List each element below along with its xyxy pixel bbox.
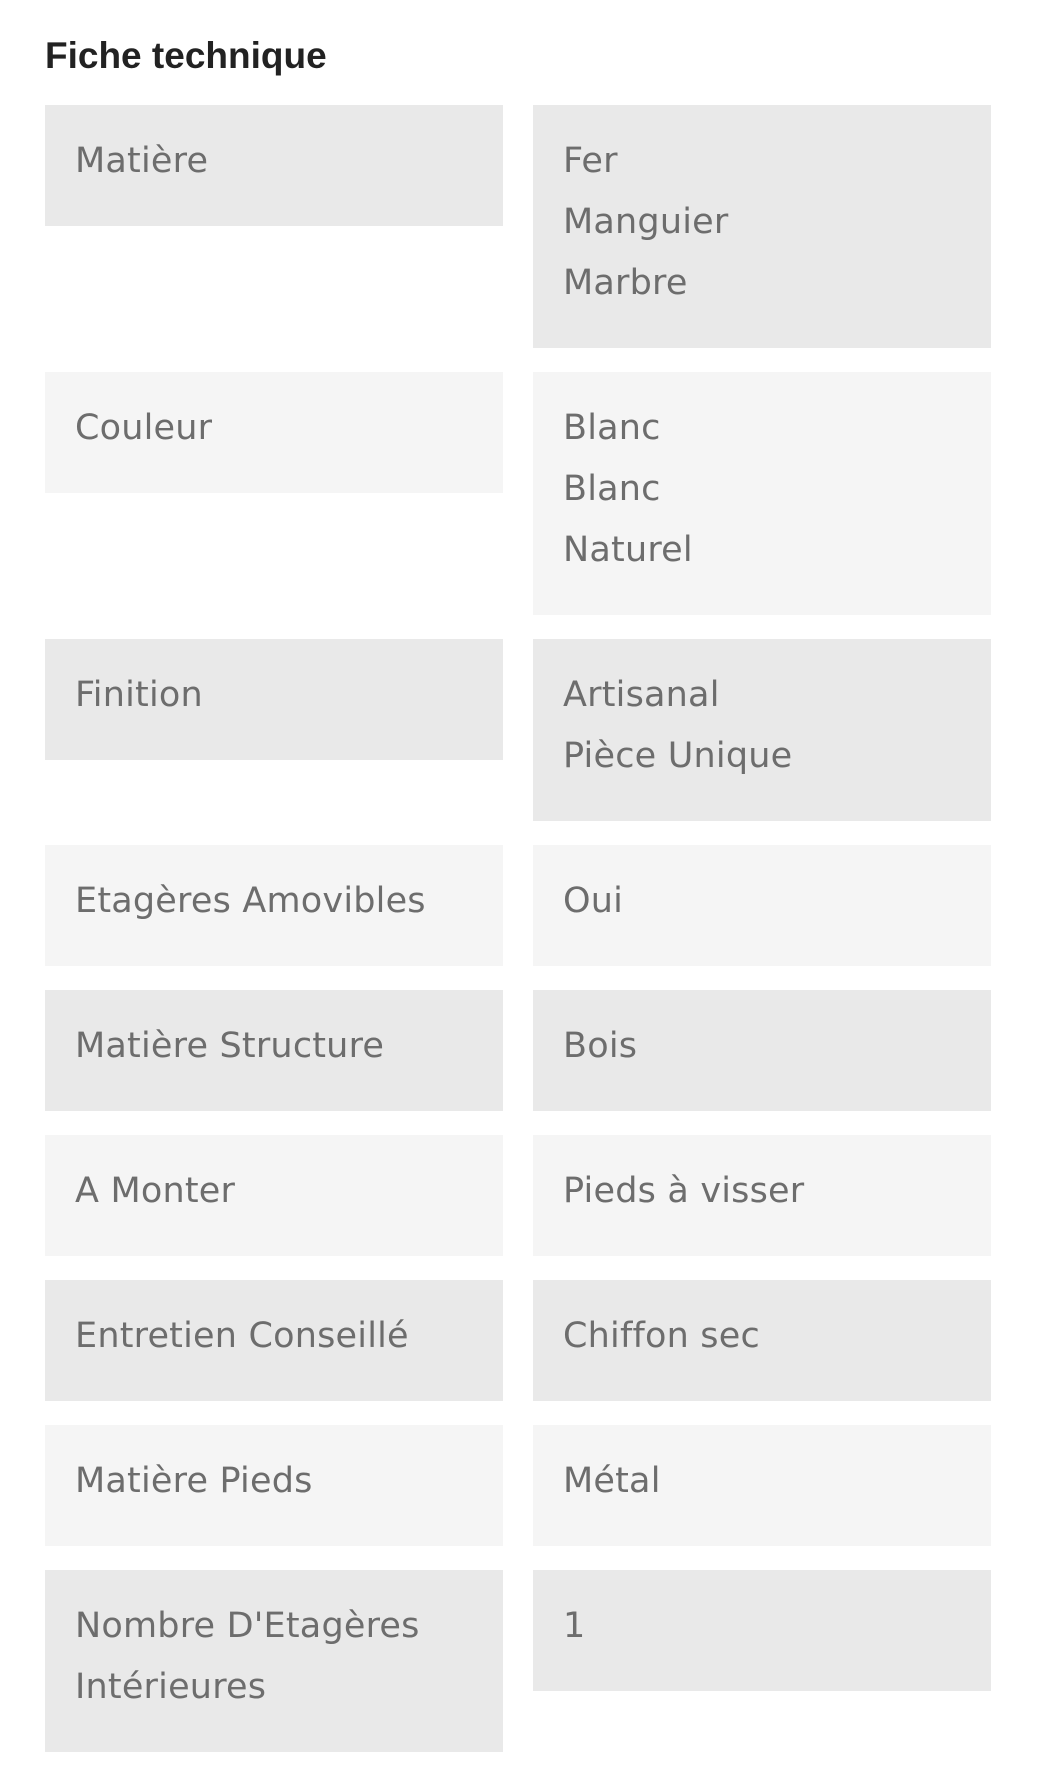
spec-value-line: Métal: [563, 1461, 661, 1501]
spec-value: [533, 1425, 991, 1546]
spec-value: [533, 639, 991, 821]
spec-label-text: Nombre D'Etagères Intérieures: [75, 1606, 420, 1707]
spec-table: [45, 105, 991, 1776]
spec-row: [45, 105, 991, 348]
spec-value-line: Blanc: [563, 469, 661, 509]
spec-value: [533, 845, 991, 966]
spec-label-text: Entretien Conseillé: [75, 1316, 409, 1356]
spec-label: [45, 1280, 503, 1401]
spec-value-line: Pieds à visser: [563, 1171, 805, 1211]
spec-row: [45, 372, 991, 615]
spec-value: [533, 1570, 991, 1691]
spec-value-line: 1: [563, 1606, 586, 1646]
spec-value-line: Pièce Unique: [563, 736, 793, 776]
spec-label: [45, 845, 503, 966]
spec-row: [45, 845, 991, 966]
spec-label: [45, 1135, 503, 1256]
spec-row: [45, 639, 991, 821]
spec-row: [45, 1280, 991, 1401]
spec-value: [533, 990, 991, 1111]
spec-value-line: Artisanal: [563, 675, 720, 715]
spec-label-text: Finition: [75, 675, 203, 715]
spec-value-line: Fer: [563, 141, 618, 181]
spec-value-line: Naturel: [563, 530, 693, 570]
spec-value-line: Oui: [563, 881, 624, 921]
spec-value-line: Chiffon sec: [563, 1316, 760, 1356]
section-title: Fiche technique: [45, 35, 327, 76]
spec-value: [533, 1135, 991, 1256]
spec-value: [533, 1280, 991, 1401]
spec-label-text: Etagères Amovibles: [75, 881, 426, 921]
spec-label: [45, 105, 503, 226]
spec-label-text: Matière Structure: [75, 1026, 385, 1066]
spec-value-line: Blanc: [563, 408, 661, 448]
spec-label-text: Matière Pieds: [75, 1461, 313, 1501]
spec-row: [45, 990, 991, 1111]
spec-row: [45, 1425, 991, 1546]
spec-label: [45, 1425, 503, 1546]
spec-label-text: A Monter: [75, 1171, 236, 1211]
spec-label: [45, 639, 503, 760]
spec-label: [45, 1570, 503, 1752]
spec-value-line: Bois: [563, 1026, 638, 1066]
spec-row: [45, 1570, 991, 1752]
spec-value-line: Manguier: [563, 202, 729, 242]
spec-label: [45, 990, 503, 1111]
spec-label-text: Couleur: [75, 408, 213, 448]
spec-label-text: Matière: [75, 141, 209, 181]
spec-row: [45, 1135, 991, 1256]
spec-label: [45, 372, 503, 493]
spec-value: [533, 105, 991, 348]
spec-value-line: Marbre: [563, 263, 688, 303]
spec-value: [533, 372, 991, 615]
